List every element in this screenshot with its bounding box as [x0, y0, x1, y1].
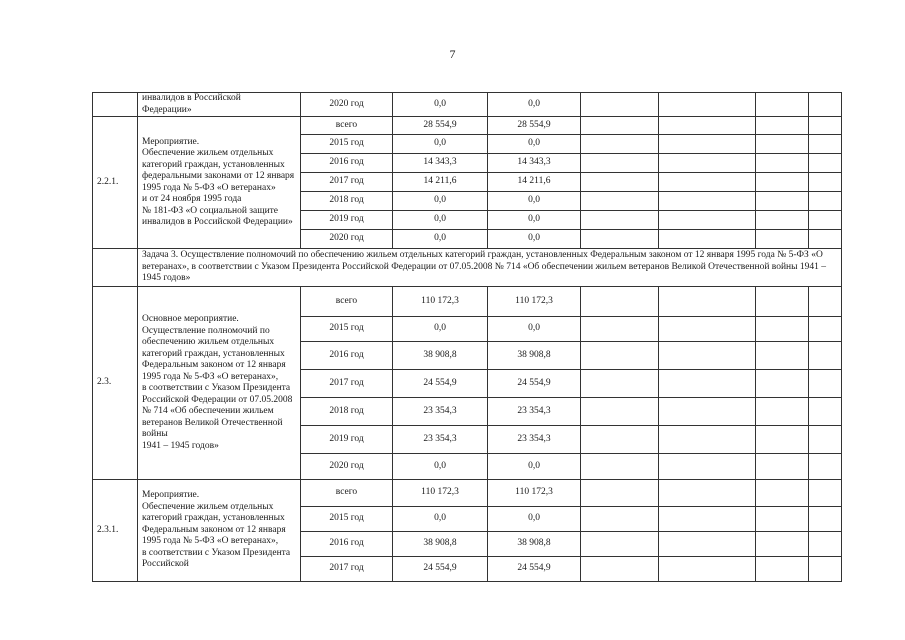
empty-cell — [581, 93, 659, 117]
empty-cell — [809, 480, 842, 507]
empty-cell — [659, 287, 756, 317]
budget-amount-cell: 23 354,3 — [488, 398, 581, 426]
budget-amount-cell: 110 172,3 — [488, 480, 581, 507]
empty-cell — [809, 342, 842, 370]
item-number: 2.2.1. — [93, 117, 138, 249]
empty-cell — [756, 230, 809, 249]
empty-cell — [809, 192, 842, 211]
task-description: Задача 3. Осуществление полномочий по обеспечению жильем отдельных категорий граждан, установленных Федеральным законом от 12 января 1995 года № 5-ФЗ «О ветеранах», в соответствии с Указом Президента Российской Федерации от 07.05.2008 № 714 «Об обеспечении жильем ветеранов Великой Отечественной войны 1941 – 1945 годов» — [138, 249, 842, 287]
empty-cell — [659, 173, 756, 192]
budget-amount-cell: 38 908,8 — [488, 532, 581, 557]
empty-cell — [581, 426, 659, 454]
year-cell: 2015 год — [301, 135, 393, 154]
item-name: инвалидов в Российской Федерации» — [138, 93, 301, 117]
table-row — [93, 480, 842, 507]
empty-cell — [756, 454, 809, 480]
total-amount-cell: 38 908,8 — [393, 532, 488, 557]
total-amount-cell: 38 908,8 — [393, 342, 488, 370]
table-row — [93, 117, 842, 135]
empty-cell — [659, 454, 756, 480]
empty-cell — [659, 154, 756, 173]
empty-cell — [756, 557, 809, 582]
empty-cell — [659, 317, 756, 342]
year-cell: 2016 год — [301, 532, 393, 557]
budget-amount-cell: 0,0 — [488, 507, 581, 532]
empty-cell — [581, 117, 659, 135]
empty-cell — [581, 154, 659, 173]
year-cell: 2017 год — [301, 173, 393, 192]
item-name: Мероприятие. Обеспечение жильем отдельных категорий граждан, установленных федеральными законами от 12 января 1995 года № 5-ФЗ «О ветеранах» и от 24 ноября 1995 года № 181-ФЗ «О социальной защите инвалидов в Российской Федерации» — [138, 117, 301, 249]
empty-cell — [756, 211, 809, 230]
total-amount-cell: 0,0 — [393, 454, 488, 480]
total-amount-cell: 23 354,3 — [393, 398, 488, 426]
empty-cell — [809, 317, 842, 342]
empty-cell — [756, 398, 809, 426]
budget-amount-cell: 0,0 — [488, 135, 581, 154]
empty-cell — [659, 557, 756, 582]
total-amount-cell: 14 211,6 — [393, 173, 488, 192]
empty-cell — [659, 426, 756, 454]
empty-cell — [809, 154, 842, 173]
empty-cell — [756, 117, 809, 135]
empty-cell — [809, 135, 842, 154]
item-number: 2.3.1. — [93, 480, 138, 582]
total-amount-cell: 0,0 — [393, 230, 488, 249]
empty-cell — [581, 342, 659, 370]
year-cell: 2020 год — [301, 230, 393, 249]
total-amount-cell: 24 554,9 — [393, 557, 488, 582]
year-cell: 2020 год — [301, 93, 393, 117]
total-amount-cell: 0,0 — [393, 507, 488, 532]
year-cell: 2019 год — [301, 426, 393, 454]
total-amount-cell: 0,0 — [393, 93, 488, 117]
empty-cell — [809, 398, 842, 426]
item-name: Основное мероприятие. Осуществление полномочий по обеспечению жильем отдельных категорий граждан, установленных Федеральным законом от 12 января 1995 года № 5-ФЗ «О ветеранах», в соответствии с Указом Президента Российской Федерации от 07.05.2008 № 714 «Об обеспечении жильем ветеранов Великой Отечественной войны 1941 – 1945 годов» — [138, 287, 301, 480]
empty-cell — [756, 507, 809, 532]
empty-cell — [809, 211, 842, 230]
budget-amount-cell: 14 343,3 — [488, 154, 581, 173]
empty-cell — [581, 480, 659, 507]
year-cell: 2016 год — [301, 154, 393, 173]
year-cell: 2020 год — [301, 454, 393, 480]
empty-cell — [659, 370, 756, 398]
empty-cell — [756, 93, 809, 117]
total-amount-cell: 0,0 — [393, 211, 488, 230]
empty-cell — [581, 532, 659, 557]
empty-cell — [659, 135, 756, 154]
empty-cell — [756, 154, 809, 173]
table-row — [93, 93, 842, 117]
total-amount-cell: 23 354,3 — [393, 426, 488, 454]
empty-cell — [659, 398, 756, 426]
empty-cell — [756, 173, 809, 192]
empty-cell — [809, 370, 842, 398]
empty-cell — [756, 192, 809, 211]
total-amount-cell: 28 554,9 — [393, 117, 488, 135]
budget-amount-cell: 0,0 — [488, 93, 581, 117]
table-row — [93, 287, 842, 317]
item-number: 2.3. — [93, 287, 138, 480]
empty-cell — [809, 230, 842, 249]
empty-cell — [756, 532, 809, 557]
budget-amount-cell: 0,0 — [488, 230, 581, 249]
item-number — [93, 93, 138, 117]
empty-cell — [581, 230, 659, 249]
year-cell: 2017 год — [301, 557, 393, 582]
empty-cell — [659, 211, 756, 230]
empty-cell — [809, 117, 842, 135]
budget-amount-cell: 24 554,9 — [488, 557, 581, 582]
empty-cell — [581, 557, 659, 582]
empty-cell — [809, 507, 842, 532]
empty-cell — [581, 173, 659, 192]
empty-cell — [659, 342, 756, 370]
year-cell: 2017 год — [301, 370, 393, 398]
empty-cell — [581, 507, 659, 532]
empty-cell — [581, 454, 659, 480]
empty-cell — [581, 211, 659, 230]
total-amount-cell: 0,0 — [393, 135, 488, 154]
page-number: 7 — [449, 47, 456, 61]
empty-cell — [809, 93, 842, 117]
empty-cell — [581, 317, 659, 342]
empty-cell — [809, 454, 842, 480]
total-amount-cell: 0,0 — [393, 317, 488, 342]
year-cell: 2019 год — [301, 211, 393, 230]
empty-cell — [93, 249, 138, 287]
task-row — [93, 249, 842, 287]
total-amount-cell: 0,0 — [393, 192, 488, 211]
year-cell: 2015 год — [301, 507, 393, 532]
year-cell: 2016 год — [301, 342, 393, 370]
budget-amount-cell: 110 172,3 — [488, 287, 581, 317]
budget-amount-cell: 0,0 — [488, 317, 581, 342]
item-name: Мероприятие. Обеспечение жильем отдельных категорий граждан, установленных Федеральным законом от 12 января 1995 года № 5-ФЗ «О ветеранах», в соответствии с Указом Президента Российской — [138, 480, 301, 582]
empty-cell — [659, 480, 756, 507]
year-cell: всего — [301, 480, 393, 507]
empty-cell — [659, 507, 756, 532]
empty-cell — [581, 135, 659, 154]
program-funding-table — [92, 92, 842, 582]
empty-cell — [756, 370, 809, 398]
empty-cell — [659, 532, 756, 557]
budget-amount-cell: 0,0 — [488, 192, 581, 211]
empty-cell — [581, 287, 659, 317]
empty-cell — [756, 317, 809, 342]
budget-amount-cell: 24 554,9 — [488, 370, 581, 398]
empty-cell — [756, 135, 809, 154]
year-cell: всего — [301, 287, 393, 317]
empty-cell — [809, 173, 842, 192]
year-cell: всего — [301, 117, 393, 135]
total-amount-cell: 110 172,3 — [393, 287, 488, 317]
year-cell: 2018 год — [301, 398, 393, 426]
empty-cell — [581, 370, 659, 398]
empty-cell — [756, 287, 809, 317]
empty-cell — [809, 287, 842, 317]
total-amount-cell: 14 343,3 — [393, 154, 488, 173]
empty-cell — [581, 398, 659, 426]
empty-cell — [756, 426, 809, 454]
total-amount-cell: 24 554,9 — [393, 370, 488, 398]
empty-cell — [756, 342, 809, 370]
budget-amount-cell: 0,0 — [488, 211, 581, 230]
empty-cell — [809, 532, 842, 557]
budget-amount-cell: 0,0 — [488, 454, 581, 480]
empty-cell — [756, 480, 809, 507]
empty-cell — [809, 557, 842, 582]
empty-cell — [659, 192, 756, 211]
year-cell: 2015 год — [301, 317, 393, 342]
budget-amount-cell: 14 211,6 — [488, 173, 581, 192]
budget-amount-cell: 23 354,3 — [488, 426, 581, 454]
budget-amount-cell: 28 554,9 — [488, 117, 581, 135]
total-amount-cell: 110 172,3 — [393, 480, 488, 507]
empty-cell — [809, 426, 842, 454]
budget-amount-cell: 38 908,8 — [488, 342, 581, 370]
empty-cell — [659, 230, 756, 249]
empty-cell — [659, 117, 756, 135]
empty-cell — [581, 192, 659, 211]
empty-cell — [659, 93, 756, 117]
year-cell: 2018 год — [301, 192, 393, 211]
